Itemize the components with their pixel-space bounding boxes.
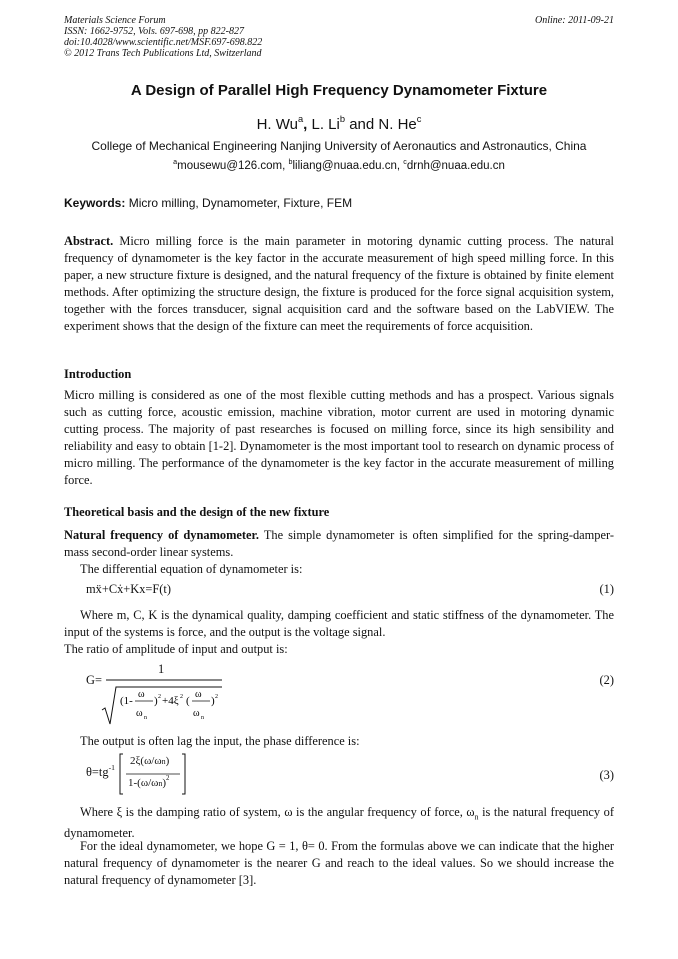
equation-1-number: (1)	[599, 582, 614, 596]
affiliation: College of Mechanical Engineering Nanjing University of Aeronautics and Astronautics, China	[91, 139, 587, 153]
journal-name: Materials Science Forum	[64, 15, 166, 26]
where-paragraph: Where m, C, K is the dynamical quality, damping coefficient and static stiffness of the dynamometer. The input of the systems is force, and the output is the voltage signal.	[64, 608, 614, 639]
svg-text:(: (	[186, 695, 190, 707]
abstract	[64, 233, 614, 335]
svg-text:): )	[154, 695, 158, 707]
natural-frequency-text: The simple dynamometer is often simplified for the spring-damper-mass second-order linear systems.	[64, 528, 615, 559]
author-2: L. Li	[311, 116, 340, 133]
svg-text:2: 2	[215, 694, 218, 700]
abstract-label: Abstract.	[64, 234, 114, 248]
email-1-sup: a	[173, 158, 178, 167]
lag-intro: The output is often lag the input, the phase difference is:	[80, 734, 360, 748]
author-1: H. Wu	[256, 116, 298, 133]
svg-text:2: 2	[158, 694, 161, 700]
equation-1: mẍ+Cẋ+Kx=F(t)	[86, 582, 171, 596]
svg-text:n: n	[144, 715, 147, 721]
where2-end: is the natural frequency of dynamometer.	[64, 805, 614, 841]
equation-3-denominator: $1-(\omega/\omega n)^2$	[128, 775, 170, 789]
author-list: H. Wu$^a$, L. Li$^b$ and N. He$^c$	[256, 113, 422, 133]
where2-sub: n	[474, 812, 479, 822]
equation-3-numerator: 2ξ(ω/ωn)	[130, 755, 170, 767]
email-3-sup: c	[403, 158, 407, 167]
email-3: drnh@nuaa.edu.cn	[406, 160, 505, 172]
doi-line: doi:10.4028/www.scientific.net/MSF.697-698.822	[64, 37, 263, 48]
equation-3-number: (3)	[599, 768, 614, 782]
diff-eq-intro: The differential equation of dynamometer is:	[80, 562, 303, 576]
equation-3-sup: -1	[108, 763, 115, 773]
copyright-line: © 2012 Trans Tech Publications Ltd, Switzerland	[64, 48, 262, 59]
svg-text:+4ξ: +4ξ	[162, 695, 179, 707]
ratio-intro: The ratio of amplitude of input and output is:	[64, 642, 288, 656]
email-2: liliang@nuaa.edu.cn,	[292, 160, 401, 172]
email-list	[0, 160, 678, 172]
author-3: N. He	[378, 116, 417, 133]
equation-3-lhs	[86, 765, 115, 780]
email-2-sup: b	[288, 158, 293, 167]
author-3-sup: c	[416, 113, 422, 124]
keywords	[64, 196, 352, 210]
equation-2-number: (2)	[599, 673, 614, 687]
equation-2-numerator: 1	[158, 662, 165, 676]
svg-text:2: 2	[180, 694, 183, 700]
abstract-text: Micro milling force is the main parameter in motoring dynamic cutting process. The natural frequency of dynamometer is the key factor in the accurate measurement of high speed milling force. In this paper, a new structure fixture is designed, and the natural frequency of the fixture is obtained by finite element methods. After optimizing the structure design, the fixture is produced for the force signal acquisition system, together with the forces transducer, signal acquisition card and the software based on the LabVIEW. The experiment shows that the design of the fixture can meet the requirements of force acquisition.	[64, 234, 614, 333]
ideal-paragraph: For the ideal dynamometer, we hope G = 1, θ= 0. From the formulas above we can indicate that the higher natural frequency of dynamometer is the nearer G and reach to the ideal values. So we should increase the natural frequency of dynamometer [3].	[64, 839, 614, 887]
svg-text:ω: ω	[136, 708, 143, 719]
equation-3-tg: θ=tg	[86, 765, 109, 779]
svg-text:(1-: (1-	[120, 695, 133, 707]
svg-text:n: n	[201, 715, 204, 721]
where2-paragraph	[64, 804, 614, 842]
equation-2-radical	[100, 670, 230, 728]
svg-text:ω: ω	[138, 689, 145, 700]
equation-3-bottom-text: 1-(ω/ω	[128, 777, 159, 789]
online-date: Online: 2011-09-21	[535, 15, 614, 26]
where2-text: Where ξ is the damping ratio of system, ω is the angular frequency of force, ω	[80, 805, 475, 819]
intro-heading: Introduction	[64, 367, 132, 381]
svg-text:ω: ω	[195, 689, 202, 700]
theory-heading: Theoretical basis and the design of the new fixture	[64, 505, 330, 519]
keywords-text: Micro milling, Dynamometer, Fixture, FEM	[128, 196, 353, 210]
issn-line: ISSN: 1662-9752, Vols. 697-698, pp 822-827	[64, 26, 244, 37]
intro-text: Micro milling is considered as one of the most flexible cutting methods and has a prospect. Various signals such as cutting force, acoustic emission, machine vibration, motor current are used in motoring dynamic cutting process. The majority of past researches is focused on milling force, since its high sensibility and reliability and easy to obtain [1-2]. Dynamometer is the most important tool to research on dynamic process of micro milling. The performance of the dynamometer is the key factor in the accurate measurement of milling force.	[64, 388, 614, 487]
running-header	[64, 15, 262, 59]
author-1-sup: a	[297, 113, 304, 124]
natural-frequency-paragraph	[64, 527, 614, 561]
keywords-label: Keywords:	[64, 196, 126, 210]
svg-text:): )	[211, 695, 215, 707]
equation-3-top-text: 2ξ(ω/ω	[130, 755, 162, 767]
svg-text:ω: ω	[193, 708, 200, 719]
email-1: mousewu@126.com,	[177, 160, 286, 172]
natural-frequency-label: Natural frequency of dynamometer.	[64, 528, 260, 542]
paper-title: A Design of Parallel High Frequency Dynamometer Fixture	[130, 82, 548, 99]
author-2-sup: b	[339, 113, 346, 124]
equation-2-lhs: G=	[86, 673, 102, 687]
